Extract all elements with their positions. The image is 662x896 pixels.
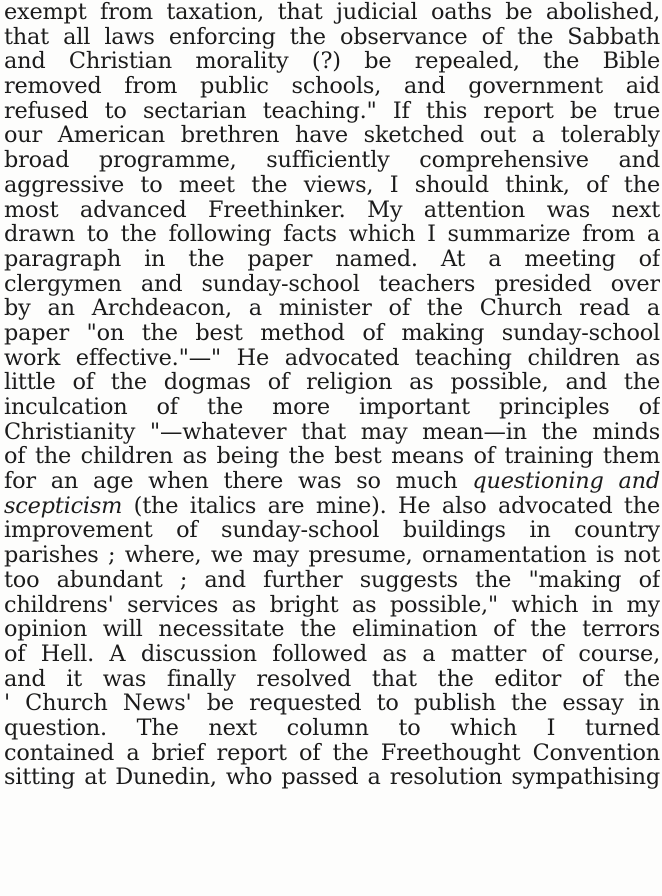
text-line (4, 74, 660, 99)
text-segment: ' Church News' be requested to publish the essay in (4, 691, 660, 716)
text-line (4, 494, 660, 519)
text-line (4, 272, 660, 297)
text-segment: refused to sectarian teaching." If this report be true (4, 98, 660, 124)
text-line (4, 765, 660, 790)
text-line (4, 247, 660, 272)
text-line (4, 346, 660, 371)
text-segment: drawn to the following facts which I summarize from a (4, 222, 660, 247)
text-line (4, 420, 660, 445)
text-segment: work effective."—" He advocated teaching children as (4, 345, 660, 371)
text-line (4, 173, 660, 198)
italic-text: questioning and (472, 469, 660, 494)
text-segment: broad programme, sufficiently comprehensive and (4, 148, 660, 173)
text-line (4, 395, 660, 420)
text-line (4, 741, 660, 766)
text-segment: of the children as being the best means of training them (4, 444, 660, 470)
text-line (4, 691, 660, 716)
text-line (4, 518, 660, 543)
text-segment: by an Archdeacon, a minister of the Church read a (4, 296, 660, 321)
text-segment: childrens' services as bright as possible," which in my (4, 592, 660, 618)
text-segment: inculcation of the more important principles of (4, 395, 660, 420)
text-segment: aggressive to meet the views, I should think, of the (4, 172, 660, 198)
text-segment: and it was finally resolved that the editor of the (4, 666, 660, 692)
text-segment: sitting at Dunedin, who passed a resolution sympathising (4, 765, 660, 790)
text-line (4, 543, 660, 568)
text-line (4, 321, 660, 346)
text-segment: parishes ; where, we may presume, ornamentation is not (4, 543, 660, 568)
text-line (4, 469, 660, 494)
text-line (4, 370, 660, 395)
text-line (4, 642, 660, 667)
text-segment: question. The next column to which I turned (4, 715, 660, 741)
text-segment: improvement of sunday-school buildings in country (4, 518, 660, 544)
text-line (4, 99, 660, 124)
text-line (4, 222, 660, 247)
text-segment: Christianity "—whatever that may mean—in the minds (4, 419, 660, 445)
text-segment: contained a brief report of the Freethought Convention (4, 740, 660, 766)
text-line (4, 0, 660, 25)
text-line (4, 444, 660, 469)
text-segment: too abundant ; and further suggests the "making of (4, 567, 660, 593)
text-line (4, 123, 660, 148)
text-line (4, 667, 660, 692)
text-segment: opinion will necessitate the elimination of the terrors (4, 617, 660, 642)
text-segment: of Hell. A discussion followed as a matter of course, (4, 641, 660, 667)
text-segment: paper "on the best method of making sunday-school (4, 320, 660, 346)
text-line (4, 716, 660, 741)
text-line (4, 593, 660, 618)
text-segment: most advanced Freethinker. My attention was next (4, 197, 660, 223)
italic-text: scepticism (4, 493, 123, 519)
text-segment: clergymen and sunday-school teachers presided over (4, 271, 660, 297)
text-segment: our American brethren have sketched out a tolerably (4, 123, 660, 149)
text-line (4, 49, 660, 74)
body-text (4, 0, 660, 790)
text-segment: for an age when there was so much (4, 469, 473, 494)
text-segment: and Christian morality (?) be repealed, the Bible (4, 49, 660, 75)
text-segment: exempt from taxation, that judicial oaths be abolished, (4, 0, 660, 25)
text-line (4, 148, 660, 173)
text-segment: (the italics are mine). He also advocated the (122, 493, 660, 519)
text-line (4, 296, 660, 321)
text-segment: little of the dogmas of religion as possible, and the (4, 370, 660, 395)
text-line (4, 198, 660, 223)
text-segment: removed from public schools, and government aid (4, 74, 660, 99)
text-segment: that all laws enforcing the observance of the Sabbath (4, 24, 660, 50)
text-line (4, 568, 660, 593)
text-segment: paragraph in the paper named. At a meeting of (4, 246, 660, 272)
text-line (4, 25, 660, 50)
text-line (4, 617, 660, 642)
